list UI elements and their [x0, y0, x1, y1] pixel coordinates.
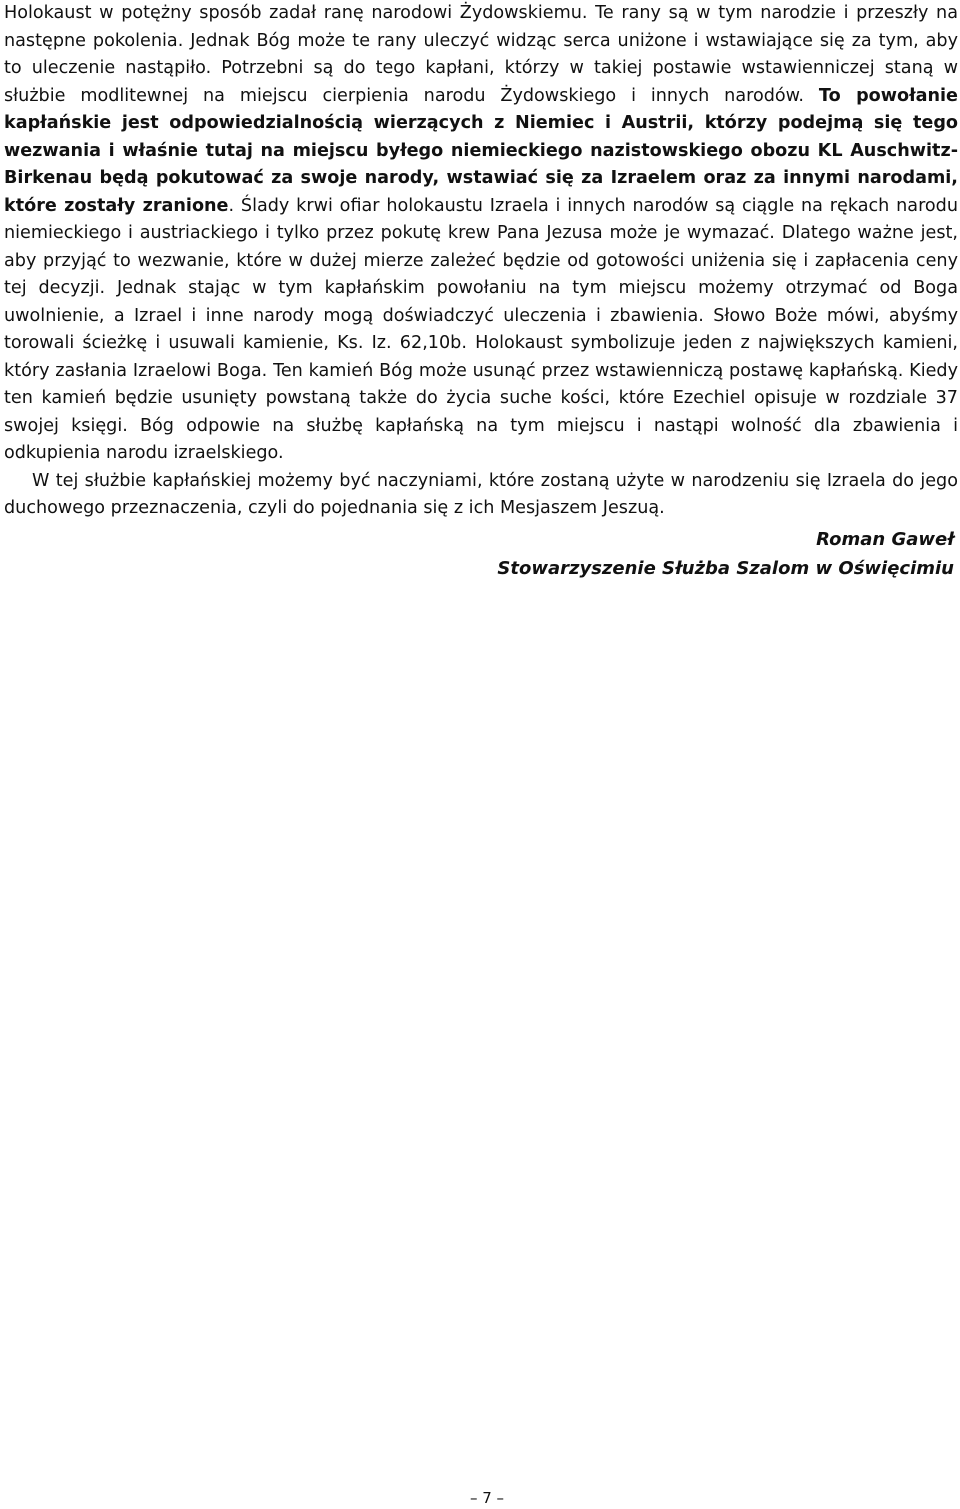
paragraph-1-intro: Holokaust w potężny sposób zadał ranę narodowi Żydowskiemu. Te rany są w tym narodzie i przeszły na następne pokolenia. Jednak Bóg może te rany uleczyć widząc serca uniżone i wstawiające się za tym, aby to uleczenie nastąpiło. Potrzebni są do tego kapłani, którzy w takiej postawie wstawienniczej staną w służbie modlitewnej na miejscu cierpienia narodu Żydowskiego i innych narodów. — [4, 3, 958, 106]
paragraph-1-emphasis: To powołanie kapłańskie jest odpowiedzialnością wierzących z Niemiec i Austrii, którzy podejmą się tego wezwania i właśnie tutaj na miejscu byłego niemieckiego nazistowskiego obozu KL Auschwitz-Birkenau będą pokutować za swoje narody, wstawiać się za Izraelem oraz za innymi narodami, które zostały zranione — [4, 85, 958, 216]
page-number: – 7 – — [469, 1489, 505, 1507]
author-name: Roman Gaweł — [816, 528, 954, 550]
paragraph-2: W tej służbie kapłańskiej możemy być naczyniami, które zostaną użyte w narodzeniu się Izraela do jego duchowego przeznaczenia, czyli do pojednania się z ich Mesjaszem Jeszuą. — [4, 470, 958, 518]
signature-block — [4, 525, 958, 583]
organization-name: Stowarzyszenie Służba Szalom w Oświęcimiu — [497, 557, 954, 579]
paragraph-1 — [4, 0, 958, 468]
paragraph-1-rest: . Ślady krwi ofiar holokaustu Izraela i innych narodów są ciągle na rękach narodu niemieckiego i austriackiego i tylko przez pokutę krew Pana Jezusa może je wymazać. Dlatego ważne jest, aby przyjąć to wezwanie, które w dużej mierze zależeć będzie od gotowości uniżenia się i zapłacenia ceny tej decyzji. Jednak stając w tym kapłańskim powołaniu na tym miejscu możemy otrzymać od Boga uwolnienie, a Izrael i inne narody mogą doświadczyć uleczenia i zbawienia. Słowo Boże mówi, abyśmy torowali ścieżkę i usuwali kamienie, Ks. Iz. 62,10b. Holokaust symbolizuje jeden z największych kamieni, który zasłania Izraelowi Boga. Ten kamień Bóg może usunąć przez wstawienniczą postawę kapłańską. Kiedy ten kamień będzie usunięty powstaną także do życia suche kości, które Ezechiel opisuje w rozdziale 37 swojej księgi. Bóg odpowie na służbę kapłańską na tym miejscu i nastąpi wolność dla zbawienia i odkupienia narodu izraelskiego. — [4, 195, 959, 463]
article-body — [0, 0, 960, 583]
